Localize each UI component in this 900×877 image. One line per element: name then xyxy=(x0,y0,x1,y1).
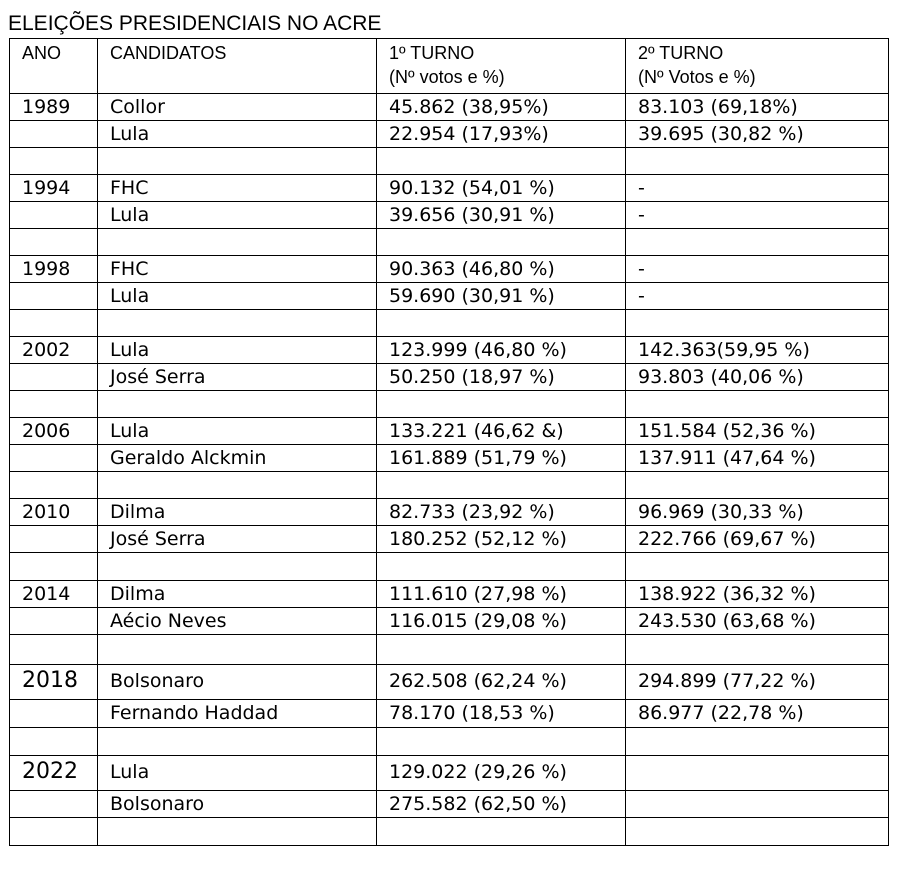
cell-candidato xyxy=(98,635,377,665)
cell-turno1 xyxy=(377,310,626,337)
cell-turno1 xyxy=(377,728,626,756)
header-turno2-line2: (Nº Votos e %) xyxy=(638,67,756,87)
table-row xyxy=(10,553,889,581)
cell-turno1: 262.508 (62,24 %) xyxy=(377,665,626,700)
cell-ano xyxy=(10,608,98,635)
cell-turno1: 45.862 (38,95%) xyxy=(377,94,626,121)
cell-candidato: FHC xyxy=(98,256,377,283)
cell-turno1 xyxy=(377,818,626,846)
table-row xyxy=(10,391,889,418)
cell-candidato xyxy=(98,472,377,499)
table-row xyxy=(10,337,889,364)
cell-candidato xyxy=(98,148,377,175)
cell-turno2 xyxy=(626,553,889,581)
header-turno1-line2: (Nº votos e %) xyxy=(389,67,505,87)
table-row xyxy=(10,472,889,499)
cell-ano xyxy=(10,472,98,499)
cell-candidato: Bolsonaro xyxy=(98,665,377,700)
cell-candidato: Lula xyxy=(98,418,377,445)
header-candidatos: CANDIDATOS xyxy=(98,39,377,94)
cell-turno1: 39.656 (30,91 %) xyxy=(377,202,626,229)
table-row xyxy=(10,364,889,391)
cell-ano xyxy=(10,148,98,175)
cell-ano: 2022 xyxy=(10,756,98,791)
results-table xyxy=(9,38,889,846)
cell-candidato xyxy=(98,310,377,337)
cell-turno2: 83.103 (69,18%) xyxy=(626,94,889,121)
cell-candidato: FHC xyxy=(98,175,377,202)
cell-ano xyxy=(10,700,98,728)
table-row xyxy=(10,635,889,665)
cell-ano: 1989 xyxy=(10,94,98,121)
cell-turno2: - xyxy=(626,283,889,310)
cell-turno1: 78.170 (18,53 %) xyxy=(377,700,626,728)
cell-turno1: 129.022 (29,26 %) xyxy=(377,756,626,791)
cell-turno2: 138.922 (36,32 %) xyxy=(626,581,889,608)
cell-ano xyxy=(10,445,98,472)
cell-candidato: Dilma xyxy=(98,581,377,608)
cell-candidato: Lula xyxy=(98,202,377,229)
cell-turno2: 93.803 (40,06 %) xyxy=(626,364,889,391)
table-row xyxy=(10,818,889,846)
cell-ano: 2006 xyxy=(10,418,98,445)
cell-turno2: 142.363(59,95 %) xyxy=(626,337,889,364)
cell-turno2 xyxy=(626,148,889,175)
table-row xyxy=(10,418,889,445)
cell-turno2: 39.695 (30,82 %) xyxy=(626,121,889,148)
cell-turno1: 22.954 (17,93%) xyxy=(377,121,626,148)
header-row xyxy=(10,39,889,94)
table-row xyxy=(10,499,889,526)
table-row xyxy=(10,581,889,608)
cell-candidato: José Serra xyxy=(98,526,377,553)
table-row xyxy=(10,148,889,175)
cell-candidato: Aécio Neves xyxy=(98,608,377,635)
cell-ano xyxy=(10,310,98,337)
cell-turno2: 243.530 (63,68 %) xyxy=(626,608,889,635)
cell-candidato: Fernando Haddad xyxy=(98,700,377,728)
cell-turno1 xyxy=(377,472,626,499)
cell-turno2: 137.911 (47,64 %) xyxy=(626,445,889,472)
cell-turno2 xyxy=(626,635,889,665)
cell-turno1: 123.999 (46,80 %) xyxy=(377,337,626,364)
cell-turno2 xyxy=(626,818,889,846)
cell-turno1: 161.889 (51,79 %) xyxy=(377,445,626,472)
header-turno1-line1: 1º TURNO xyxy=(389,43,475,63)
cell-ano xyxy=(10,553,98,581)
cell-candidato xyxy=(98,229,377,256)
cell-turno1 xyxy=(377,553,626,581)
cell-ano: 2014 xyxy=(10,581,98,608)
cell-candidato: Collor xyxy=(98,94,377,121)
cell-turno1: 111.610 (27,98 %) xyxy=(377,581,626,608)
cell-turno1: 90.363 (46,80 %) xyxy=(377,256,626,283)
header-turno2 xyxy=(626,39,889,94)
table-row xyxy=(10,608,889,635)
cell-ano xyxy=(10,526,98,553)
table-row xyxy=(10,202,889,229)
table-row xyxy=(10,175,889,202)
cell-ano xyxy=(10,364,98,391)
cell-candidato: Geraldo Alckmin xyxy=(98,445,377,472)
table-row xyxy=(10,665,889,700)
cell-turno2 xyxy=(626,756,889,791)
cell-ano: 2002 xyxy=(10,337,98,364)
cell-turno2: 96.969 (30,33 %) xyxy=(626,499,889,526)
cell-ano: 2018 xyxy=(10,665,98,700)
table-row xyxy=(10,526,889,553)
cell-turno2 xyxy=(626,310,889,337)
table-row xyxy=(10,229,889,256)
cell-turno1: 116.015 (29,08 %) xyxy=(377,608,626,635)
cell-candidato: José Serra xyxy=(98,364,377,391)
cell-ano xyxy=(10,391,98,418)
page-title: ELEIÇÕES PRESIDENCIAIS NO ACRE xyxy=(8,12,382,35)
cell-candidato xyxy=(98,818,377,846)
cell-ano: 2010 xyxy=(10,499,98,526)
cell-turno2: - xyxy=(626,175,889,202)
cell-turno1: 275.582 (62,50 %) xyxy=(377,791,626,818)
cell-ano: 1994 xyxy=(10,175,98,202)
cell-turno1: 59.690 (30,91 %) xyxy=(377,283,626,310)
cell-ano xyxy=(10,229,98,256)
cell-ano xyxy=(10,283,98,310)
cell-turno1: 50.250 (18,97 %) xyxy=(377,364,626,391)
cell-turno2 xyxy=(626,472,889,499)
table-row xyxy=(10,310,889,337)
cell-candidato: Dilma xyxy=(98,499,377,526)
cell-turno1: 180.252 (52,12 %) xyxy=(377,526,626,553)
cell-ano: 1998 xyxy=(10,256,98,283)
cell-turno2 xyxy=(626,791,889,818)
table-row xyxy=(10,756,889,791)
cell-turno2: 294.899 (77,22 %) xyxy=(626,665,889,700)
table-row xyxy=(10,121,889,148)
table-row xyxy=(10,445,889,472)
cell-turno2: 222.766 (69,67 %) xyxy=(626,526,889,553)
cell-candidato xyxy=(98,553,377,581)
cell-turno2: - xyxy=(626,256,889,283)
table-row xyxy=(10,94,889,121)
cell-candidato: Lula xyxy=(98,337,377,364)
cell-turno2 xyxy=(626,728,889,756)
cell-turno1: 133.221 (46,62 &) xyxy=(377,418,626,445)
table-row xyxy=(10,283,889,310)
cell-ano xyxy=(10,635,98,665)
table-row xyxy=(10,791,889,818)
cell-ano xyxy=(10,818,98,846)
cell-turno1 xyxy=(377,635,626,665)
cell-turno2 xyxy=(626,229,889,256)
cell-ano xyxy=(10,791,98,818)
header-turno1 xyxy=(377,39,626,94)
cell-ano xyxy=(10,728,98,756)
cell-turno2: 86.977 (22,78 %) xyxy=(626,700,889,728)
cell-turno1 xyxy=(377,391,626,418)
cell-turno1 xyxy=(377,229,626,256)
cell-turno2 xyxy=(626,391,889,418)
cell-candidato: Bolsonaro xyxy=(98,791,377,818)
cell-candidato: Lula xyxy=(98,283,377,310)
cell-turno2: 151.584 (52,36 %) xyxy=(626,418,889,445)
cell-turno1 xyxy=(377,148,626,175)
cell-candidato xyxy=(98,728,377,756)
cell-candidato: Lula xyxy=(98,756,377,791)
cell-candidato: Lula xyxy=(98,121,377,148)
cell-turno1: 90.132 (54,01 %) xyxy=(377,175,626,202)
table-row xyxy=(10,728,889,756)
cell-candidato xyxy=(98,391,377,418)
table-row xyxy=(10,256,889,283)
cell-ano xyxy=(10,121,98,148)
header-turno2-line1: 2º TURNO xyxy=(638,43,724,63)
cell-ano xyxy=(10,202,98,229)
header-ano: ANO xyxy=(10,39,98,94)
table-row xyxy=(10,700,889,728)
cell-turno1: 82.733 (23,92 %) xyxy=(377,499,626,526)
cell-turno2: - xyxy=(626,202,889,229)
